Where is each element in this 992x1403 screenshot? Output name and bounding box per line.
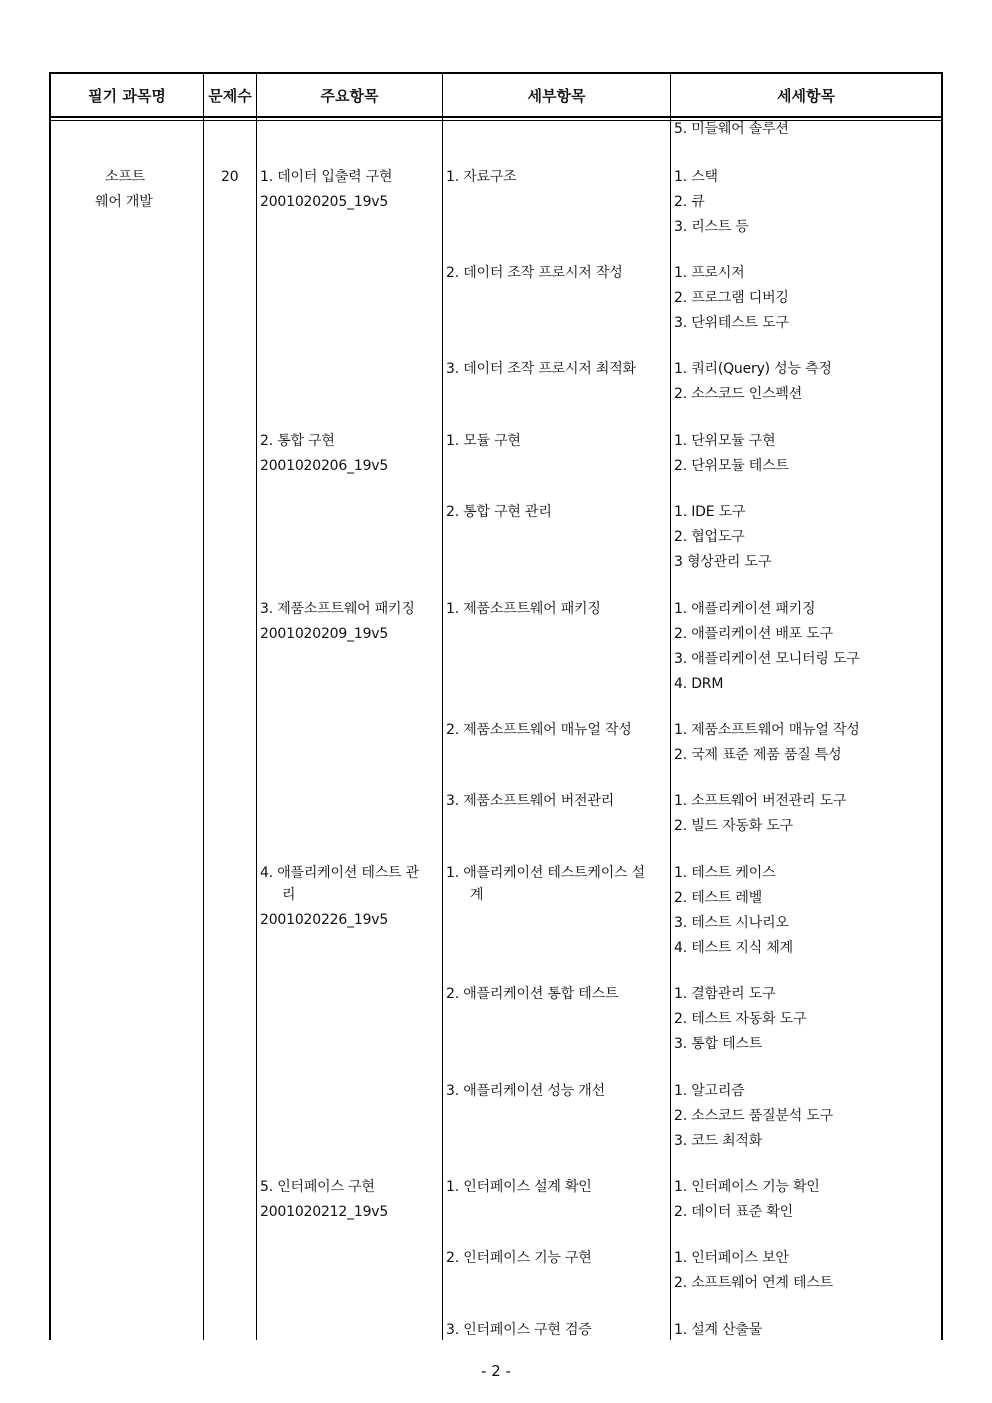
header-detail-item: 세세항목 — [777, 87, 835, 105]
sub-item-title: 3. 애플리케이션 성능 개선 — [446, 1083, 605, 1099]
detail-item: 3. 리스트 등 — [674, 219, 749, 235]
main-item-title: 4. 애플리케이션 테스트 관 — [260, 865, 419, 881]
detail-item: 4. 테스트 지식 체계 — [674, 940, 793, 956]
detail-item: 2. 소프트웨어 연계 테스트 — [674, 1275, 833, 1291]
sub-item-title: 2. 인터페이스 기능 구현 — [446, 1250, 592, 1266]
sub-item-title: 3. 인터페이스 구현 검증 — [446, 1322, 592, 1338]
detail-item: 3. 코드 최적화 — [674, 1133, 763, 1149]
sub-item-title: 2. 제품소프트웨어 매뉴얼 작성 — [446, 722, 632, 738]
detail-item: 1. 결함관리 도구 — [674, 986, 776, 1002]
main-item-title-cont: 리 — [282, 887, 296, 903]
detail-item: 1. 스택 — [674, 169, 718, 185]
detail-item: 3. 통합 테스트 — [674, 1036, 763, 1052]
detail-item: 2. 테스트 레벨 — [674, 890, 763, 906]
top-detail: 5. 미들웨어 솔루션 — [674, 121, 789, 137]
detail-item: 1. 쿼리(Query) 성능 측정 — [674, 361, 832, 377]
sub-item-title: 2. 데이터 조작 프로시저 작성 — [446, 265, 623, 281]
page-number: - 2 - — [481, 1362, 511, 1380]
main-item-code: 2001020226_19v5 — [260, 912, 389, 928]
sub-item-title: 1. 모듈 구현 — [446, 433, 521, 449]
detail-item: 2. 국제 표준 제품 품질 특성 — [674, 747, 842, 763]
main-item-title: 1. 데이터 입출력 구현 — [260, 169, 393, 185]
detail-item: 2. 데이터 표준 확인 — [674, 1204, 793, 1220]
sub-item-title: 2. 통합 구현 관리 — [446, 504, 552, 520]
question-count: 20 — [221, 169, 239, 185]
header-subject: 필기 과목명 — [88, 87, 166, 105]
subject-name-line2: 웨어 개발 — [95, 194, 153, 210]
detail-item: 2. 소스코드 인스펙션 — [674, 386, 803, 402]
table-right-border — [941, 72, 943, 1340]
header-bottom-border-2 — [49, 120, 943, 121]
sub-item-title: 3. 데이터 조작 프로시저 최적화 — [446, 361, 636, 377]
table-left-border — [49, 72, 51, 1340]
detail-item: 1. 테스트 케이스 — [674, 865, 776, 881]
detail-item: 3. 단위테스트 도구 — [674, 315, 789, 331]
detail-item: 1. 제품소프트웨어 매뉴얼 작성 — [674, 722, 860, 738]
detail-item: 4. DRM — [674, 676, 724, 692]
sub-item-title: 1. 애플리케이션 테스트케이스 설 — [446, 865, 645, 881]
sub-item-title: 2. 애플리케이션 통합 테스트 — [446, 986, 619, 1002]
detail-item: 3. 애플리케이션 모니터링 도구 — [674, 651, 860, 667]
detail-item: 1. 단위모듈 구현 — [674, 433, 776, 449]
detail-item: 1. 프로시저 — [674, 265, 745, 281]
main-item-code: 2001020205_19v5 — [260, 194, 389, 210]
sub-item-title: 1. 제품소프트웨어 패키징 — [446, 601, 601, 617]
main-item-title: 3. 제품소프트웨어 패키징 — [260, 601, 415, 617]
sub-item-title: 1. 인터페이스 설계 확인 — [446, 1179, 592, 1195]
detail-item: 2. 빌드 자동화 도구 — [674, 818, 793, 834]
detail-item: 2. 테스트 자동화 도구 — [674, 1011, 807, 1027]
subject-name-line1: 소프트 — [105, 169, 145, 185]
main-item-code: 2001020206_19v5 — [260, 458, 389, 474]
detail-item: 2. 프로그램 디버깅 — [674, 290, 789, 306]
col-divider-1 — [203, 72, 204, 1340]
col-divider-4 — [670, 72, 671, 1340]
sub-item-title: 3. 제품소프트웨어 버전관리 — [446, 793, 615, 809]
header-count: 문제수 — [208, 87, 252, 105]
detail-item: 1. 설계 산출물 — [674, 1322, 763, 1338]
detail-item: 1. 애플리케이션 패키징 — [674, 601, 816, 617]
sub-item-title: 1. 자료구조 — [446, 169, 517, 185]
detail-item: 2. 협업도구 — [674, 529, 745, 545]
main-item-title: 2. 통합 구현 — [260, 433, 335, 449]
detail-item: 1. 알고리즘 — [674, 1083, 745, 1099]
detail-item: 1. 인터페이스 보안 — [674, 1250, 789, 1266]
main-item-title: 5. 인터페이스 구현 — [260, 1179, 375, 1195]
detail-item: 1. 소프트웨어 버전관리 도구 — [674, 793, 847, 809]
col-divider-2 — [256, 72, 257, 1340]
detail-item: 1. IDE 도구 — [674, 504, 746, 520]
main-item-code: 2001020212_19v5 — [260, 1204, 389, 1220]
main-item-code: 2001020209_19v5 — [260, 626, 389, 642]
header-sub-item: 세부항목 — [527, 87, 586, 105]
detail-item: 2. 소스코드 품질분석 도구 — [674, 1108, 833, 1124]
detail-item: 3 형상관리 도구 — [674, 554, 772, 570]
sub-item-title-cont: 계 — [470, 887, 484, 903]
detail-item: 2. 큐 — [674, 194, 705, 210]
detail-item: 1. 인터페이스 기능 확인 — [674, 1179, 820, 1195]
col-divider-3 — [442, 72, 443, 1340]
detail-item: 2. 애플리케이션 배포 도구 — [674, 626, 833, 642]
detail-item: 2. 단위모듈 테스트 — [674, 458, 789, 474]
detail-item: 3. 테스트 시나리오 — [674, 915, 789, 931]
header-main-item: 주요항목 — [320, 87, 379, 105]
